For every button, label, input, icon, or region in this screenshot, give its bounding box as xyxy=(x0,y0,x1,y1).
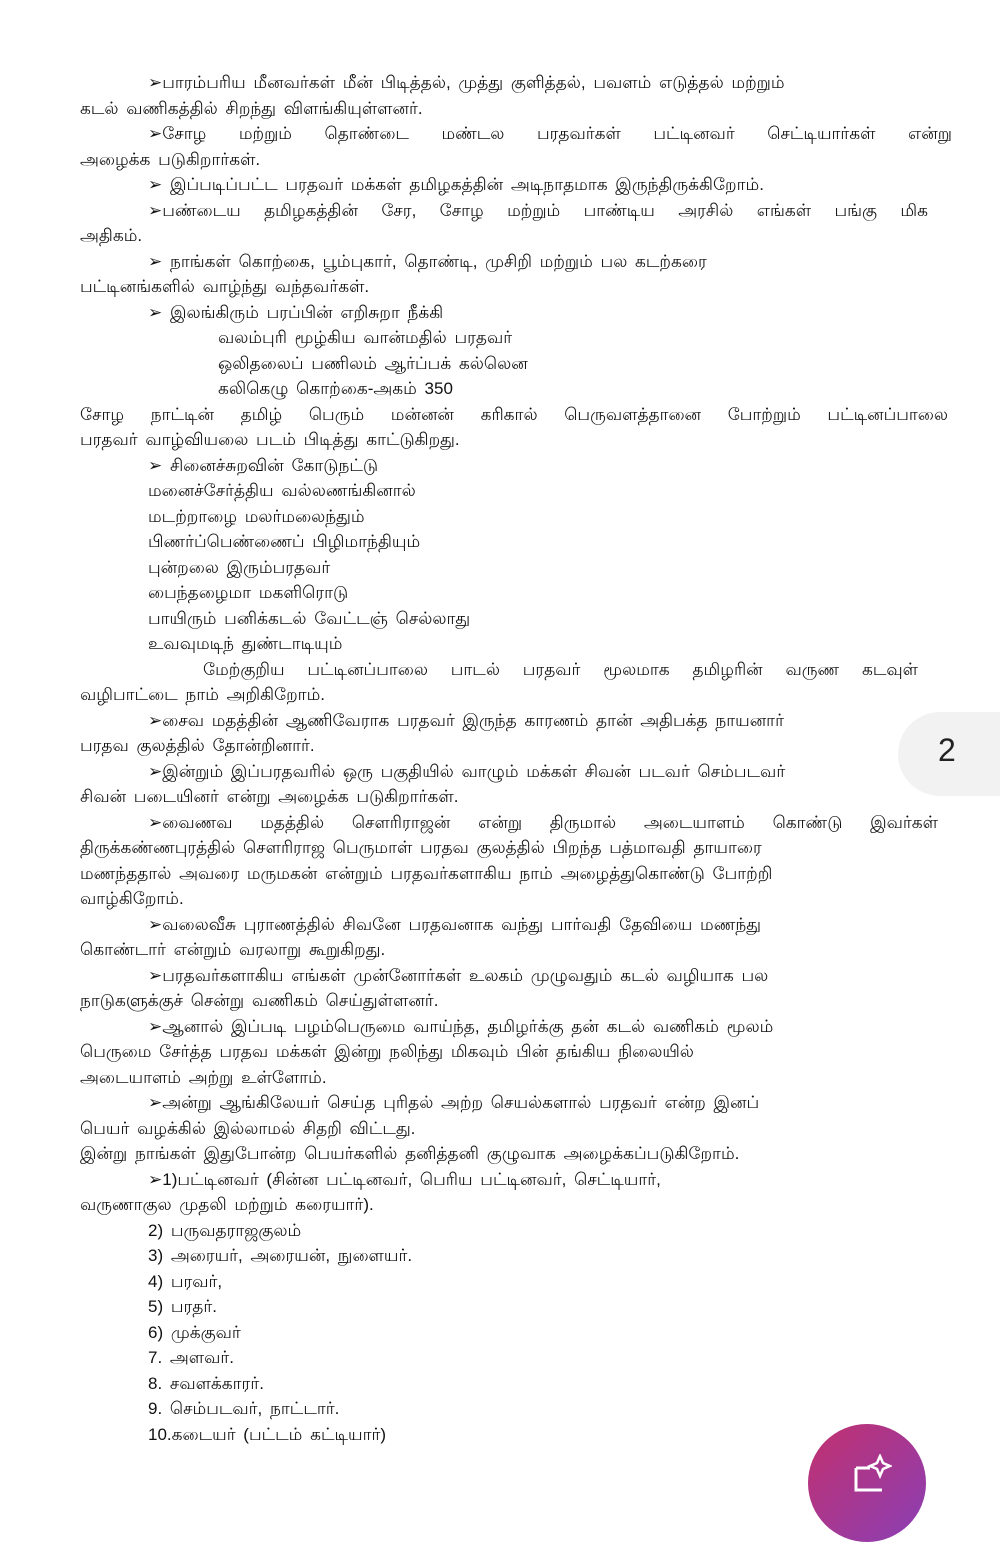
text-line: பாயிரும் பனிக்கடல் வேட்டஞ் செல்லாது xyxy=(148,608,471,628)
text-line: சோழ நாட்டின் தமிழ் பெரும் மன்னன் கரிகால் பெருவளத்தானை போற்றும் பட்டினப்பாலை xyxy=(80,404,948,424)
text-line: நாடுகளுக்குச் சென்று வணிகம் செய்துள்ளனர். xyxy=(80,991,439,1010)
text-line: இன்று நாங்கள் இதுபோன்ற பெயர்களில் தனித்தனி குழுவாக அழைக்கப்படுகிறோம். xyxy=(80,1144,740,1163)
text-line: ➢இன்றும் இப்பரதவரில் ஒரு பகுதியில் வாழும் மக்கள் சிவன் படவர் செம்படவர் xyxy=(148,761,786,781)
text-line: பட்டினங்களில் வாழ்ந்து வந்தவர்கள். xyxy=(80,277,370,296)
text-line: வலம்புரி மூழ்கிய வான்மதில் பரதவர் xyxy=(218,328,513,347)
text-line: ஒலிதலைப் பணிலம் ஆர்ப்பக் கல்லென xyxy=(218,353,528,373)
list-item: 7. அளவர். xyxy=(148,1348,235,1367)
text-line: கலிகெழு கொற்கை-அகம் 350 xyxy=(218,379,453,398)
text-line: மேற்குறிய பட்டினப்பாலை பாடல் பரதவர் மூலமாக தமிழரின் வருண கடவுள் xyxy=(203,659,918,679)
text-line: கொண்டார் என்றும் வரலாறு கூறுகிறது. xyxy=(80,940,386,959)
text-line: மனைச்சேர்த்திய வல்லணங்கினால் xyxy=(148,481,416,500)
text-line: அழைக்க படுகிறார்கள். xyxy=(80,149,261,169)
text-line: புன்றலை இரும்பரதவர் xyxy=(148,557,331,577)
list-item: 9. செம்படவர், நாட்டார். xyxy=(148,1399,340,1418)
text-line: மணந்ததால் அவரை மருமகன் என்றும் பரதவர்களாகிய நாம் அழைத்துகொண்டு போற்றி xyxy=(80,863,773,883)
text-line: ➢பாரம்பரிய மீனவர்கள் மீன் பிடித்தல், முத்து குளித்தல், பவளம் எடுத்தல் மற்றும் xyxy=(148,73,785,92)
text-line: பிணர்ப்பெண்ணைப் பிழிமாந்தியும் xyxy=(148,532,421,551)
text-line: வாழ்கிறோம். xyxy=(80,889,184,908)
text-line: ➢ இலங்கிரும் பரப்பின் எறிசுறா நீக்கி xyxy=(148,302,444,322)
text-line: வழிபாட்டை நாம் அறிகிறோம். xyxy=(80,685,325,704)
text-line: உவவுமடிந் துண்டாடியும் xyxy=(148,634,343,653)
text-line: பரதவர் வாழ்வியலை படம் பிடித்து காட்டுகிறது. xyxy=(80,430,460,449)
text-line: பெருமை சேர்த்த பரதவ மக்கள் இன்று நலிந்து மிகவும் பின் தங்கிய நிலையில் xyxy=(80,1042,694,1061)
text-line: ➢வைணவ மதத்தில் சௌரிராஜன் என்று திருமால் அடையாளம் கொண்டு இவர்கள் xyxy=(148,812,938,832)
list-item: 3) அரையர், அரையன், நுளையர். xyxy=(148,1246,413,1265)
text-line: மடற்றாழை மலர்மலைந்தும் xyxy=(148,506,365,526)
list-item: 2) பருவதராஜகுலம் xyxy=(148,1220,302,1240)
list-item: 6) முக்குவர் xyxy=(148,1322,241,1342)
text-line: ➢பண்டைய தமிழகத்தின் சேர, சோழ மற்றும் பாண்டிய அரசில் எங்கள் பங்கு மிக xyxy=(148,200,928,220)
list-item: 8. சவளக்காரர். xyxy=(148,1373,264,1393)
text-line: ➢அன்று ஆங்கிலேயர் செய்த புரிதல் அற்ற செயல்களால் பரதவர் என்ற இனப் xyxy=(148,1093,760,1112)
text-line: ➢ நாங்கள் கொற்கை, பூம்புகார், தொண்டி, முசிறி மற்றும் பல கடற்கரை xyxy=(148,251,707,271)
page-number: 2 xyxy=(938,732,956,768)
list-item: 10.கடையர் (பட்டம் கட்டியார்) xyxy=(148,1424,387,1444)
text-line: திருக்கண்ணபுரத்தில் சௌரிராஜ பெருமாள் பரதவ குலத்தில் பிறந்த பத்மாவதி தாயாரை xyxy=(80,838,762,857)
list-item: ➢1)பட்டினவர் (சின்ன பட்டினவர், பெரிய பட்டினவர், செட்டியார், xyxy=(148,1169,661,1189)
text-line: ➢வலைவீசு புராணத்தில் சிவனே பரதவனாக வந்து பார்வதி தேவியை மணந்து xyxy=(148,914,761,934)
text-line: ➢பரதவர்களாகிய எங்கள் முன்னோர்கள் உலகம் முழுவதும் கடல் வழியாக பல xyxy=(148,965,769,985)
list-item: 4) பரவர், xyxy=(148,1271,223,1291)
text-line: ➢ சினைச்சுறவின் கோடுநட்டு xyxy=(148,455,379,475)
text-line: ➢சோழ மற்றும் தொண்டை மண்டல பரதவர்கள் பட்டினவர் செட்டியார்கள் என்று xyxy=(148,124,952,143)
text-line: பரதவ குலத்தில் தோன்றினார். xyxy=(80,736,315,755)
edit-sparkle-icon xyxy=(852,1454,892,1494)
text-line: கடல் வணிகத்தில் சிறந்து விளங்கியுள்ளனர். xyxy=(80,98,423,118)
edit-fab-button[interactable] xyxy=(808,1424,926,1542)
list-item: 5) பரதர். xyxy=(148,1297,217,1316)
text-line: ➢ இப்படிப்பட்ட பரதவர் மக்கள் தமிழகத்தின் அடிநாதமாக இருந்திருக்கிறோம். xyxy=(148,175,764,194)
text-line: ➢ஆனால் இப்படி பழம்பெருமை வாய்ந்த, தமிழர்க்கு தன் கடல் வணிகம் மூலம் xyxy=(148,1016,774,1036)
list-item: வருணாகுல முதலி மற்றும் கரையார்). xyxy=(80,1195,374,1214)
text-line: அடையாளம் அற்று உள்ளோம். xyxy=(80,1067,327,1087)
text-line: சிவன் படையினர் என்று அழைக்க படுகிறார்கள். xyxy=(80,787,459,806)
text-line: பெயர் வழக்கில் இல்லாமல் சிதறி விட்டது. xyxy=(80,1118,416,1138)
text-line: ➢சைவ மதத்தின் ஆணிவேராக பரதவர் இருந்த காரணம் தான் அதிபக்த நாயனார் xyxy=(148,710,784,730)
text-line: பைந்தழைமா மகளிரொடு xyxy=(148,583,349,602)
text-line: அதிகம். xyxy=(80,226,143,245)
